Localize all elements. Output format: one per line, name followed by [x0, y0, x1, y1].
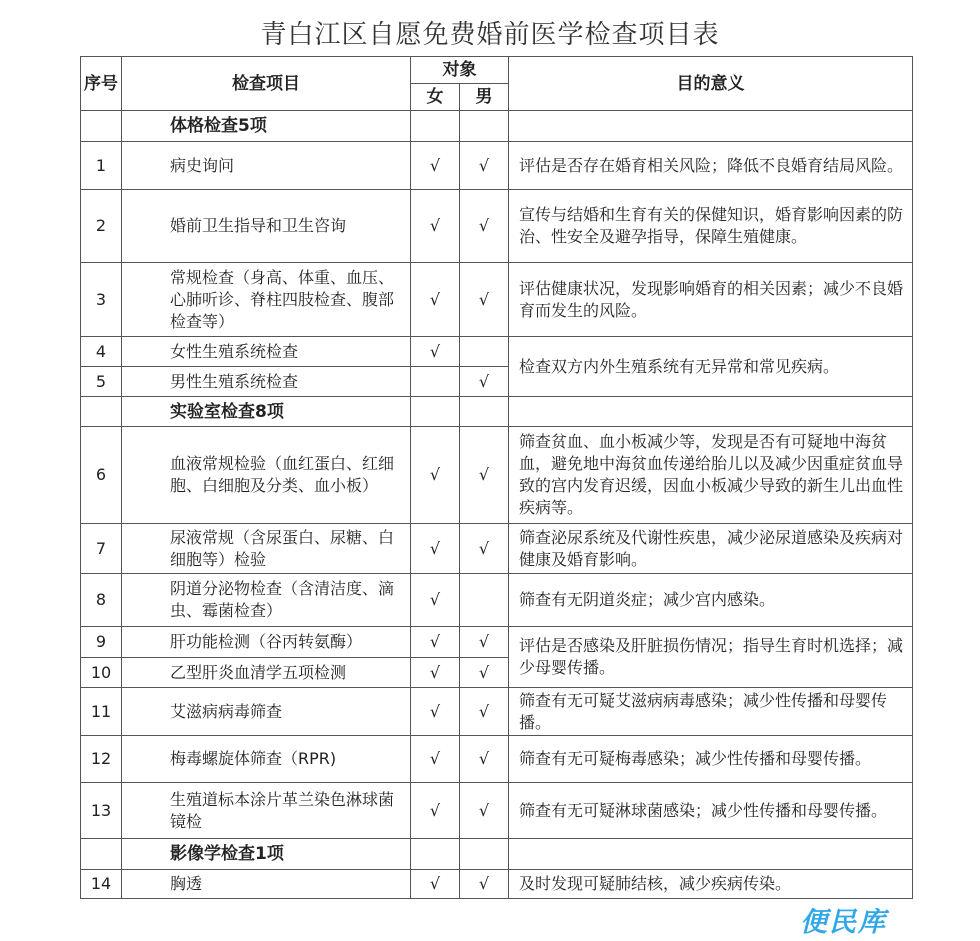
- exam-item: 血液常规检验（血红蛋白、红细胞、白细胞及分类、血小板）: [122, 427, 411, 524]
- category-lab: 实验室检查8项: [122, 397, 411, 427]
- exam-item: 尿液常规（含尿蛋白、尿糖、白细胞等）检验: [122, 524, 411, 574]
- table-row: [81, 736, 913, 783]
- check-male: √: [460, 870, 509, 899]
- table-row: [81, 524, 913, 574]
- row-number: 12: [81, 736, 122, 783]
- check-male: √: [460, 427, 509, 524]
- purpose-text: 宣传与结婚和生育有关的保健知识，婚育影响因素的防治、性安全及避孕指导，保障生殖健康。: [509, 190, 913, 263]
- check-female: [411, 367, 460, 397]
- check-female: √: [411, 627, 460, 658]
- exam-item: 胸透: [122, 870, 411, 899]
- check-male: √: [460, 190, 509, 263]
- check-male: √: [460, 367, 509, 397]
- header-item: 检查项目: [122, 57, 411, 111]
- exam-item: 肝功能检测（谷丙转氨酶）: [122, 627, 411, 658]
- table-row: [81, 263, 913, 337]
- purpose-text: 检查双方内外生殖系统有无异常和常见疾病。: [509, 337, 913, 397]
- check-female: √: [411, 524, 460, 574]
- check-male: √: [460, 688, 509, 736]
- table-row: [81, 190, 913, 263]
- table-row: [81, 427, 913, 524]
- purpose-text: 筛查有无可疑淋球菌感染；减少性传播和母婴传播。: [509, 783, 913, 839]
- table-row: [81, 627, 913, 658]
- check-female: √: [411, 190, 460, 263]
- row-number: 2: [81, 190, 122, 263]
- purpose-text: 筛查泌尿系统及代谢性疾患，减少泌尿道感染及疾病对健康及婚育影响。: [509, 524, 913, 574]
- purpose-text: 评估健康状况，发现影响婚育的相关因素；减少不良婚育而发生的风险。: [509, 263, 913, 337]
- category-row: [81, 839, 913, 870]
- purpose-text: 评估是否存在婚育相关风险；降低不良婚育结局风险。: [509, 142, 913, 190]
- row-number: 10: [81, 658, 122, 688]
- header-target: 对象: [411, 57, 509, 84]
- exam-item: 艾滋病病毒筛查: [122, 688, 411, 736]
- header-no: 序号: [81, 57, 122, 111]
- check-female: √: [411, 658, 460, 688]
- table-row: [81, 574, 913, 627]
- exam-item: 生殖道标本涂片革兰染色淋球菌镜检: [122, 783, 411, 839]
- header-male: 男: [460, 84, 509, 111]
- table-row: [81, 783, 913, 839]
- header-purpose: 目的意义: [509, 57, 913, 111]
- check-female: √: [411, 736, 460, 783]
- category-physical: 体格检查5项: [122, 111, 411, 142]
- row-number: 3: [81, 263, 122, 337]
- watermark-logo: 便民库: [800, 907, 887, 938]
- exam-item: 常规检查（身高、体重、血压、心肺听诊、脊柱四肢检查、腹部检查等）: [122, 263, 411, 337]
- table-row: [81, 337, 913, 367]
- exam-items-table: [80, 56, 913, 899]
- check-female: √: [411, 783, 460, 839]
- purpose-text: 筛查有无可疑艾滋病病毒感染；减少性传播和母婴传播。: [509, 688, 913, 736]
- exam-item: 女性生殖系统检查: [122, 337, 411, 367]
- exam-item: 婚前卫生指导和卫生咨询: [122, 190, 411, 263]
- check-male: √: [460, 658, 509, 688]
- row-number: 9: [81, 627, 122, 658]
- check-female: √: [411, 427, 460, 524]
- exam-item: 梅毒螺旋体筛查（RPR): [122, 736, 411, 783]
- check-female: √: [411, 688, 460, 736]
- exam-item: 病史询问: [122, 142, 411, 190]
- header-female: 女: [411, 84, 460, 111]
- purpose-text: 筛查有无可疑梅毒感染；减少性传播和母婴传播。: [509, 736, 913, 783]
- category-row: [81, 397, 913, 427]
- purpose-text: 评估是否感染及肝脏损伤情况；指导生育时机选择；减少母婴传播。: [509, 627, 913, 688]
- check-female: √: [411, 337, 460, 367]
- exam-item: 男性生殖系统检查: [122, 367, 411, 397]
- check-male: √: [460, 263, 509, 337]
- row-number: 4: [81, 337, 122, 367]
- table-row: [81, 870, 913, 899]
- row-number: 1: [81, 142, 122, 190]
- exam-item: 乙型肝炎血清学五项检测: [122, 658, 411, 688]
- check-female: √: [411, 263, 460, 337]
- check-male: √: [460, 783, 509, 839]
- check-female: √: [411, 870, 460, 899]
- purpose-text: 及时发现可疑肺结核，减少疾病传染。: [509, 870, 913, 899]
- check-female: √: [411, 574, 460, 627]
- row-number: 7: [81, 524, 122, 574]
- row-number: 14: [81, 870, 122, 899]
- category-row: [81, 111, 913, 142]
- table-row: [81, 688, 913, 736]
- check-male: √: [460, 736, 509, 783]
- header-row: [81, 57, 913, 84]
- row-number: 5: [81, 367, 122, 397]
- row-number: 11: [81, 688, 122, 736]
- purpose-text: 筛查有无阴道炎症；减少宫内感染。: [509, 574, 913, 627]
- row-number: 6: [81, 427, 122, 524]
- exam-item: 阴道分泌物检查（含清洁度、滴虫、霉菌检查）: [122, 574, 411, 627]
- check-male: √: [460, 627, 509, 658]
- row-number: 8: [81, 574, 122, 627]
- check-male: [460, 574, 509, 627]
- check-male: √: [460, 524, 509, 574]
- table-row: [81, 142, 913, 190]
- purpose-text: 筛查贫血、血小板减少等，发现是否有可疑地中海贫血，避免地中海贫血传递给胎儿以及减少因重症贫血导致的宫内发育迟缓，因血小板减少导致的新生儿出血性疾病等。: [509, 427, 913, 524]
- row-number: 13: [81, 783, 122, 839]
- check-male: [460, 337, 509, 367]
- document-title: 青白江区自愿免费婚前医学检查项目表: [260, 20, 720, 50]
- check-female: √: [411, 142, 460, 190]
- category-imaging: 影像学检查1项: [122, 839, 411, 870]
- check-male: √: [460, 142, 509, 190]
